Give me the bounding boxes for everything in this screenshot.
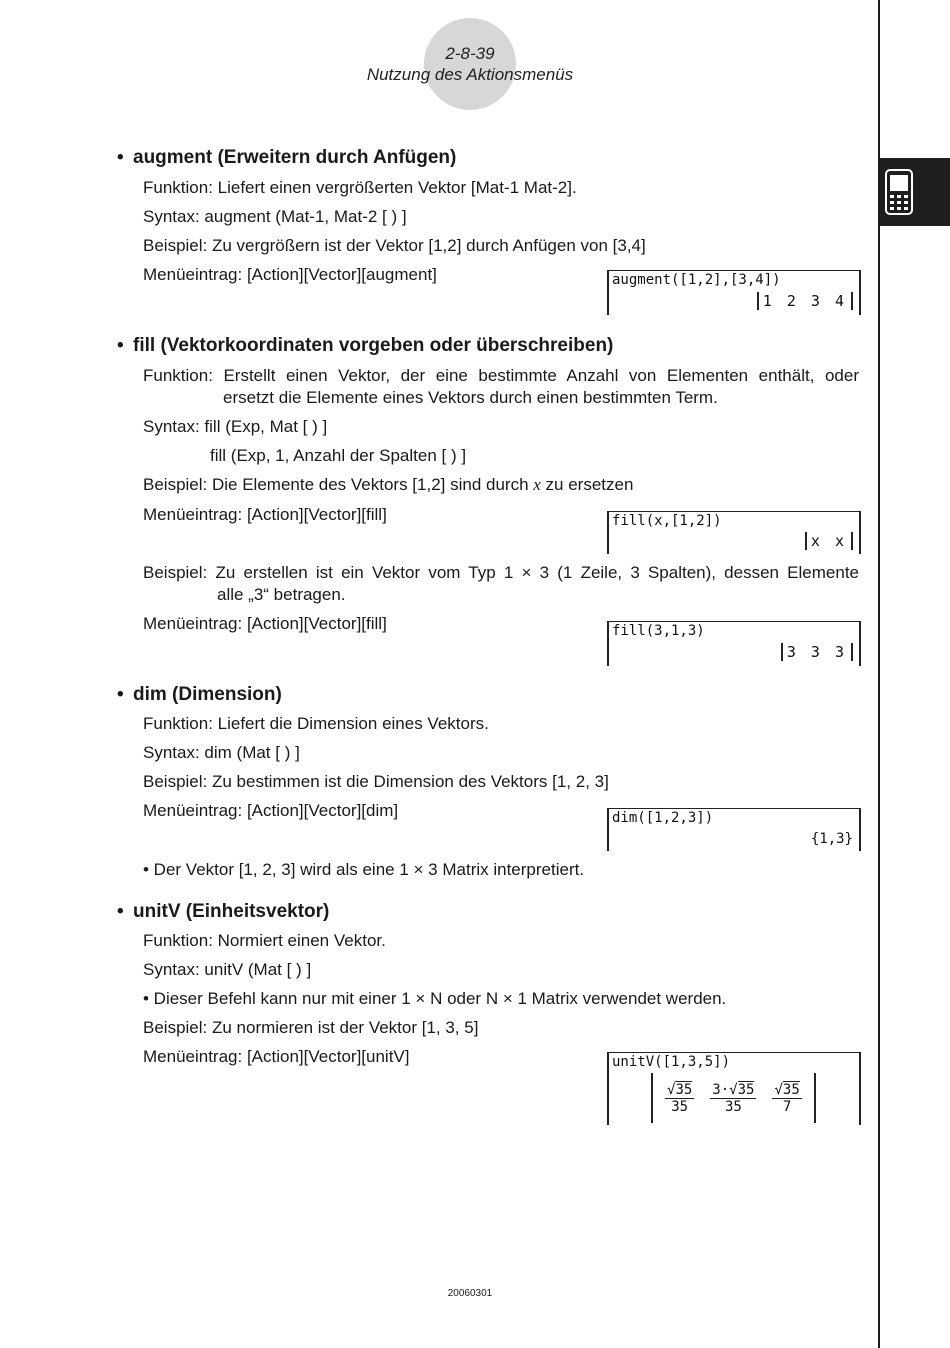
- footer-code: 20060301: [447, 1288, 493, 1299]
- calc-output-matrix: 1 2 3 4: [757, 292, 853, 310]
- unitv-note: • Dieser Befehl kann nur mit einer 1 × N oder N × 1 Matrix verwendet werden.: [143, 989, 727, 1008]
- calc-input: dim([1,2,3]): [612, 810, 714, 826]
- calc-screen-fill-1: [607, 511, 861, 554]
- calc-screen-unitv: [607, 1052, 861, 1125]
- dim-function: Funktion: Liefert die Dimension eines Vektors.: [143, 714, 489, 733]
- calc-output-matrix: [651, 1073, 816, 1123]
- fraction-3: $\frac{√35}{7}$: [774, 1081, 800, 1115]
- page-number: 2-8-39: [445, 44, 495, 63]
- calc-input: fill(3,1,3): [612, 623, 705, 639]
- header-badge: [424, 18, 516, 110]
- calc-output-list: {1,3}: [810, 831, 853, 847]
- calc-input: augment([1,2],[3,4]): [612, 272, 781, 288]
- fill-example2-line2: alle „3“ betragen.: [217, 585, 346, 604]
- calc-input: unitV([1,3,5]): [612, 1054, 731, 1070]
- calculator-icon: [884, 168, 914, 216]
- unitv-menu: Menüeintrag: [Action][Vector][unitV]: [143, 1047, 410, 1066]
- fill-menu2: Menüeintrag: [Action][Vector][fill]: [143, 614, 387, 633]
- unitv-example: Beispiel: Zu normieren ist der Vektor [1, 3, 5]: [143, 1018, 479, 1037]
- section-heading-augment: • augment (Erweitern durch Anfügen): [117, 147, 457, 168]
- fill-menu1: Menüeintrag: [Action][Vector][fill]: [143, 505, 387, 524]
- fill-example1: Beispiel: Die Elemente des Vektors [1,2] sind durch x zu ersetzen: [143, 475, 634, 494]
- calc-input: fill(x,[1,2]): [612, 513, 722, 529]
- fill-function-line2: ersetzt die Elemente eines Vektors durch einen bestimmten Term.: [223, 388, 718, 407]
- dim-menu: Menüeintrag: [Action][Vector][dim]: [143, 801, 399, 820]
- section-heading-dim: • dim (Dimension): [117, 684, 282, 705]
- augment-menu: Menüeintrag: [Action][Vector][augment]: [143, 265, 437, 284]
- fraction-2: $\frac{3\cdot√35}{35}$: [712, 1081, 755, 1115]
- calc-screen-dim: [607, 808, 861, 851]
- section-heading-fill: • fill (Vektorkoordinaten vorgeben oder überschreiben): [117, 335, 614, 356]
- unitv-function: Funktion: Normiert einen Vektor.: [143, 931, 386, 950]
- variable-x: x: [533, 475, 541, 494]
- augment-syntax: Syntax: augment (Mat-1, Mat-2 [ ) ]: [143, 207, 407, 226]
- fill-syntax2: fill (Exp, 1, Anzahl der Spalten [ ) ]: [210, 446, 467, 465]
- calc-screen-fill-2: [607, 621, 861, 666]
- dim-example: Beispiel: Zu bestimmen ist die Dimension des Vektors [1, 2, 3]: [143, 772, 609, 791]
- fill-function-line1: Funktion: Erstellt einen Vektor, der eine bestimmte Anzahl von Elementen enthält, oder: [143, 366, 859, 385]
- chapter-title: Nutzung des Aktionsmenüs: [366, 65, 574, 84]
- augment-example: Beispiel: Zu vergrößern ist der Vektor [1,2] durch Anfügen von [3,4]: [143, 236, 646, 255]
- calc-output-matrix: 3 3 3: [781, 643, 853, 661]
- chapter-tab: [880, 158, 950, 226]
- calc-screen-augment: [607, 270, 861, 315]
- dim-syntax: Syntax: dim (Mat [ ) ]: [143, 743, 300, 762]
- calc-output-matrix: x x: [805, 532, 853, 550]
- fill-syntax1: Syntax: fill (Exp, Mat [ ) ]: [143, 417, 328, 436]
- unitv-syntax: Syntax: unitV (Mat [ ) ]: [143, 960, 312, 979]
- fraction-1: $\frac{√35}{35}$: [667, 1081, 693, 1115]
- section-heading-unitv: • unitV (Einheitsvektor): [117, 901, 330, 922]
- dim-note: • Der Vektor [1, 2, 3] wird als eine 1 × 3 Matrix interpretiert.: [143, 860, 585, 879]
- augment-function: Funktion: Liefert einen vergrößerten Vektor [Mat-1 Mat-2].: [143, 178, 577, 197]
- fill-example2-line1: Beispiel: Zu erstellen ist ein Vektor vom Typ 1 × 3 (1 Zeile, 3 Spalten), dessen Elemente: [143, 563, 859, 582]
